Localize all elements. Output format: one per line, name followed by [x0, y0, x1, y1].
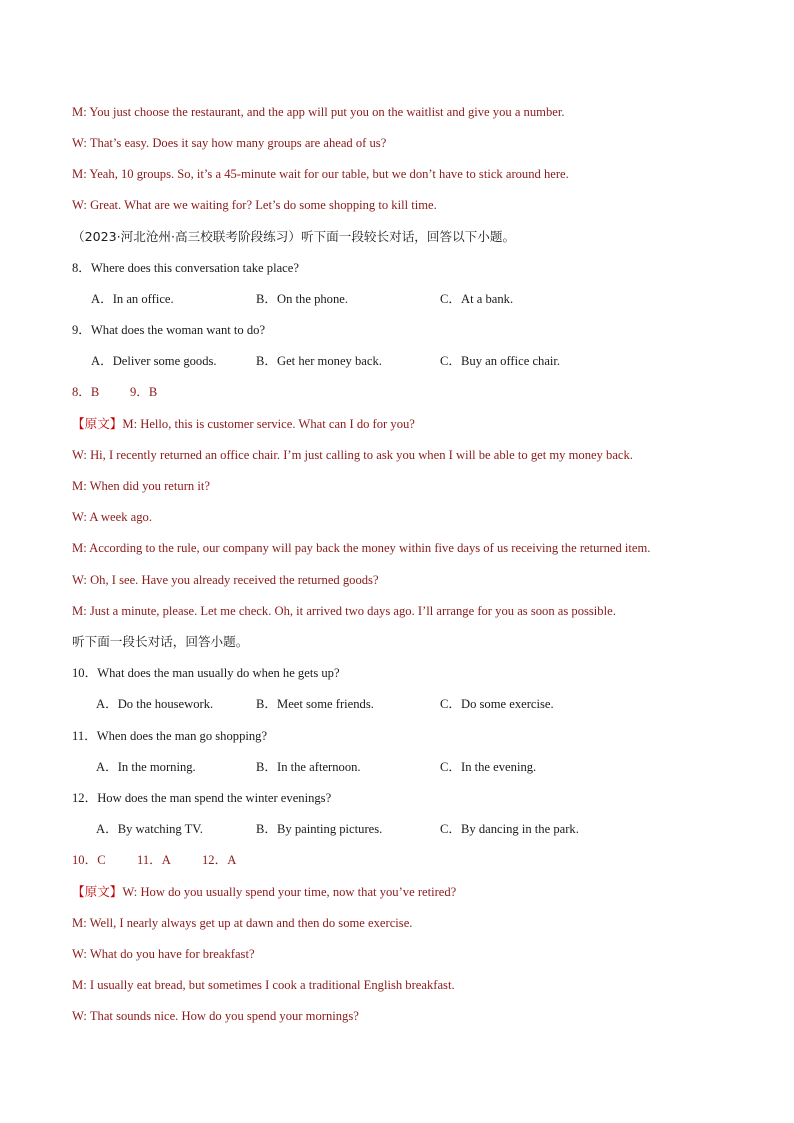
answer-key: 8．B: [72, 385, 100, 399]
option-a: A．Do the housework.: [96, 697, 214, 711]
transcript-line: 【原文】M: Hello, this is customer service. What can I do for you?: [72, 416, 415, 431]
transcript-line: M: When did you return it?: [72, 479, 210, 493]
option-c: C．Buy an office chair.: [440, 354, 561, 368]
answer-key: 9．B: [130, 385, 158, 399]
option-c: C．Do some exercise.: [440, 697, 554, 711]
question-stem: 8．Where does this conversation take place?: [72, 261, 299, 275]
section-source-heading: （2023·河北沧州·高三校联考阶段练习）听下面一段较长对话，回答以下小题。: [72, 229, 516, 244]
option-b: B．In the afternoon.: [256, 760, 361, 774]
option-a: A．By watching TV.: [96, 822, 203, 836]
answer-key: 10．C: [72, 853, 106, 867]
transcript-line: M: I usually eat bread, but sometimes I cook a traditional English breakfast.: [72, 978, 455, 992]
dialogue-line: W: Great. What are we waiting for? Let’s do some shopping to kill time.: [72, 198, 437, 212]
option-a: A．In the morning.: [96, 760, 196, 774]
option-b: B．Meet some friends.: [256, 697, 374, 711]
option-c: C．At a bank.: [440, 292, 514, 306]
section-instruction: 听下面一段长对话，回答小题。: [72, 634, 249, 649]
option-c: C．In the evening.: [440, 760, 537, 774]
transcript-line: M: Just a minute, please. Let me check. Oh, it arrived two days ago. I’ll arrange for you as soon as possible.: [72, 604, 616, 618]
transcript-line: 【原文】W: How do you usually spend your time, now that you’ve retired?: [72, 884, 457, 899]
option-a: A．Deliver some goods.: [91, 354, 217, 368]
question-stem: 10．What does the man usually do when he gets up?: [72, 666, 340, 680]
transcript-line: W: Oh, I see. Have you already received the returned goods?: [72, 573, 379, 587]
option-b: B．Get her money back.: [256, 354, 382, 368]
dialogue-line: M: You just choose the restaurant, and the app will put you on the waitlist and give you a number.: [72, 105, 565, 119]
transcript-tag: 【原文】: [72, 884, 123, 899]
transcript-line: W: A week ago.: [72, 510, 152, 524]
option-b: B．By painting pictures.: [256, 822, 383, 836]
option-c: C．By dancing in the park.: [440, 822, 579, 836]
question-stem: 11．When does the man go shopping?: [72, 729, 268, 743]
transcript-line: W: What do you have for breakfast?: [72, 947, 255, 961]
option-a: A．In an office.: [91, 292, 174, 306]
transcript-line: W: That sounds nice. How do you spend your mornings?: [72, 1009, 359, 1023]
dialogue-line: M: Yeah, 10 groups. So, it’s a 45-minute wait for our table, but we don’t have to stick around here.: [72, 167, 569, 181]
transcript-line: M: Well, I nearly always get up at dawn and then do some exercise.: [72, 916, 413, 930]
question-stem: 9．What does the woman want to do?: [72, 323, 266, 337]
question-stem: 12．How does the man spend the winter evenings?: [72, 791, 332, 805]
option-b: B．On the phone.: [256, 292, 348, 306]
transcript-line: M: According to the rule, our company will pay back the money within five days of us receiving the returned item.: [72, 541, 651, 555]
answer-key: 12．A: [202, 853, 237, 867]
answer-key: 11．A: [137, 853, 171, 867]
transcript-line: W: Hi, I recently returned an office chair. I’m just calling to ask you when I will be able to get my money back.: [72, 448, 633, 462]
dialogue-line: W: That’s easy. Does it say how many groups are ahead of us?: [72, 136, 387, 150]
transcript-tag: 【原文】: [72, 416, 123, 431]
